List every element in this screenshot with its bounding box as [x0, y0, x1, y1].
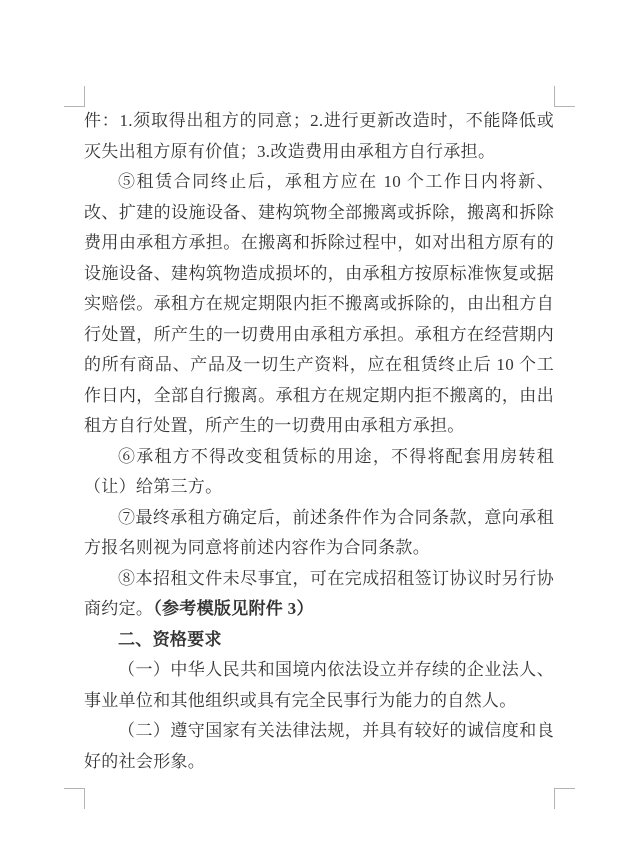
text-boundary-mark-bottom-right — [554, 788, 575, 809]
paragraph — [84, 167, 554, 442]
bold-text-run: （参考模版见附件 3） — [153, 599, 314, 618]
paragraph — [84, 106, 554, 167]
text-boundary-mark-top-left — [64, 86, 85, 107]
text-run: ⑧本招租文件未尽事宜，可在完成招租签订协议时另行协商约定。 — [84, 568, 554, 618]
text-run: ⑥承租方不得改变租赁标的用途，不得将配套用房转租（让）给第三方。 — [84, 446, 554, 496]
text-run: （一）中华人民共和国境内依法设立并存续的企业法人、事业单位和其他组织或具有完全民事行为能力的自然人。 — [84, 660, 554, 710]
text-run: ⑦最终承租方确定后，前述条件作为合同条款，意向承租方报名则视为同意将前述内容作为合同条款。 — [84, 507, 554, 557]
paragraph — [84, 564, 554, 625]
paragraph — [84, 716, 554, 777]
document-body — [84, 106, 554, 777]
bold-text-run: 二、资格要求 — [118, 629, 222, 649]
paragraph — [84, 442, 554, 503]
text-boundary-mark-bottom-left — [64, 788, 85, 809]
paragraph — [84, 625, 554, 656]
text-run: （二）遵守国家有关法律法规，并具有较好的诚信度和良好的社会形象。 — [84, 721, 554, 771]
text-run: 件：1.须取得出租方的同意；2.进行更新改造时，不能降低或灭失出租方原有价值；3.改造费用由承租方自行承担。 — [84, 111, 554, 161]
paragraph — [84, 503, 554, 564]
text-boundary-mark-top-right — [554, 86, 575, 107]
paragraph — [84, 655, 554, 716]
text-run: ⑤租赁合同终止后，承租方应在 10 个工作日内将新、改、扩建的设施设备、建构筑物全部搬离或拆除，搬离和拆除费用由承租方承担。在搬离和拆除过程中，如对出租方原有的设施设备、建构筑物造成损坏的，由承租方按原标准恢复或据实赔偿。承租方在规定期限内拒不搬离或拆除的，由出租方自行处置，所产生的一切费用由承租方承担。承租方在经营期内的所有商品、产品及一切生产资料，应在租赁终止后 10 个工作日内，全部自行搬离。承租方在规定期内拒不搬离的，由出租方自行处置，所产生的一切费用由承租方承担。 — [84, 172, 554, 435]
